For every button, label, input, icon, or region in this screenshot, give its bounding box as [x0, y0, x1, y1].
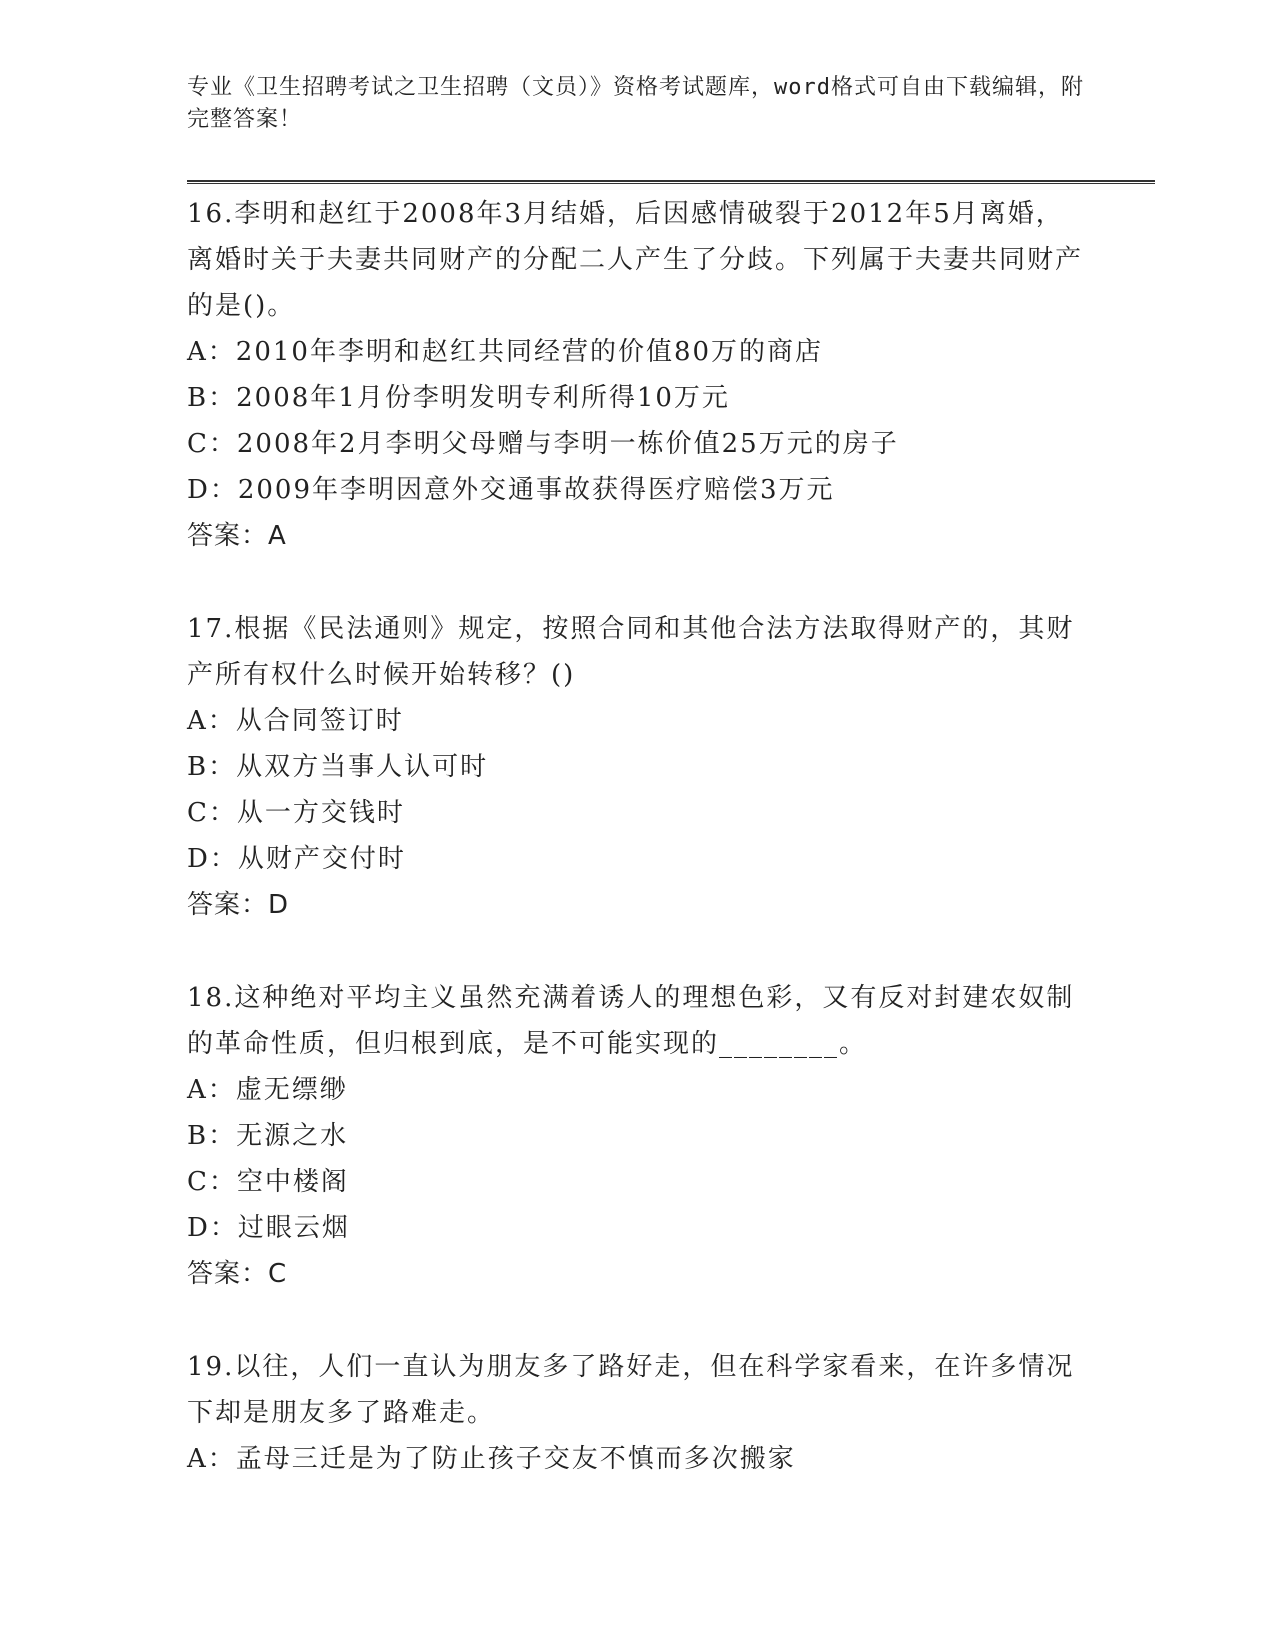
- option-d: D：过眼云烟: [187, 1213, 350, 1243]
- question-text: 18.这种绝对平均主义虽然充满着诱人的理想色彩，又有反对封建农奴制的革命性质，但归根到底，是不可能实现的________。: [187, 983, 1075, 1059]
- option-c: C：2008年2月李明父母赠与李明一栋价值25万元的房子: [187, 429, 899, 459]
- question-list: [187, 191, 1087, 1529]
- question-text: 19.以往，人们一直认为朋友多了路好走，但在科学家看来，在许多情况下却是朋友多了路难走。: [187, 1352, 1075, 1428]
- question-text: 17.根据《民法通则》规定，按照合同和其他合法方法取得财产的，其财产所有权什么时候开始转移？(): [187, 614, 1075, 690]
- question-17: [187, 606, 1087, 928]
- option-b: B：无源之水: [187, 1121, 349, 1151]
- option-d: D：从财产交付时: [187, 844, 406, 874]
- option-b: B：2008年1月份李明发明专利所得10万元: [187, 383, 730, 413]
- option-a: A：虚无缥缈: [187, 1075, 348, 1105]
- option-c: C：从一方交钱时: [187, 798, 405, 828]
- header-divider: [187, 180, 1155, 184]
- option-c: C：空中楼阁: [187, 1167, 349, 1197]
- question-16: [187, 191, 1087, 559]
- question-19: [187, 1344, 1087, 1482]
- document-header: 专业《卫生招聘考试之卫生招聘（文员）》资格考试题库，word格式可自由下载编辑，附完整答案！: [187, 75, 1084, 132]
- option-a: A：孟母三迁是为了防止孩子交友不慎而多次搬家: [187, 1444, 796, 1474]
- option-d: D：2009年李明因意外交通事故获得医疗赔偿3万元: [187, 475, 835, 505]
- answer: 答案：A: [187, 521, 287, 551]
- question-18: [187, 975, 1087, 1297]
- option-a: A：从合同签订时: [187, 706, 404, 736]
- question-text: 16.李明和赵红于2008年3月结婚，后因感情破裂于2012年5月离婚，离婚时关于夫妻共同财产的分配二人产生了分歧。下列属于夫妻共同财产的是()。: [187, 199, 1084, 321]
- answer: 答案：D: [187, 890, 290, 920]
- option-a: A：2010年李明和赵红共同经营的价值80万的商店: [187, 337, 824, 367]
- answer: 答案：C: [187, 1259, 288, 1289]
- option-b: B：从双方当事人认可时: [187, 752, 489, 782]
